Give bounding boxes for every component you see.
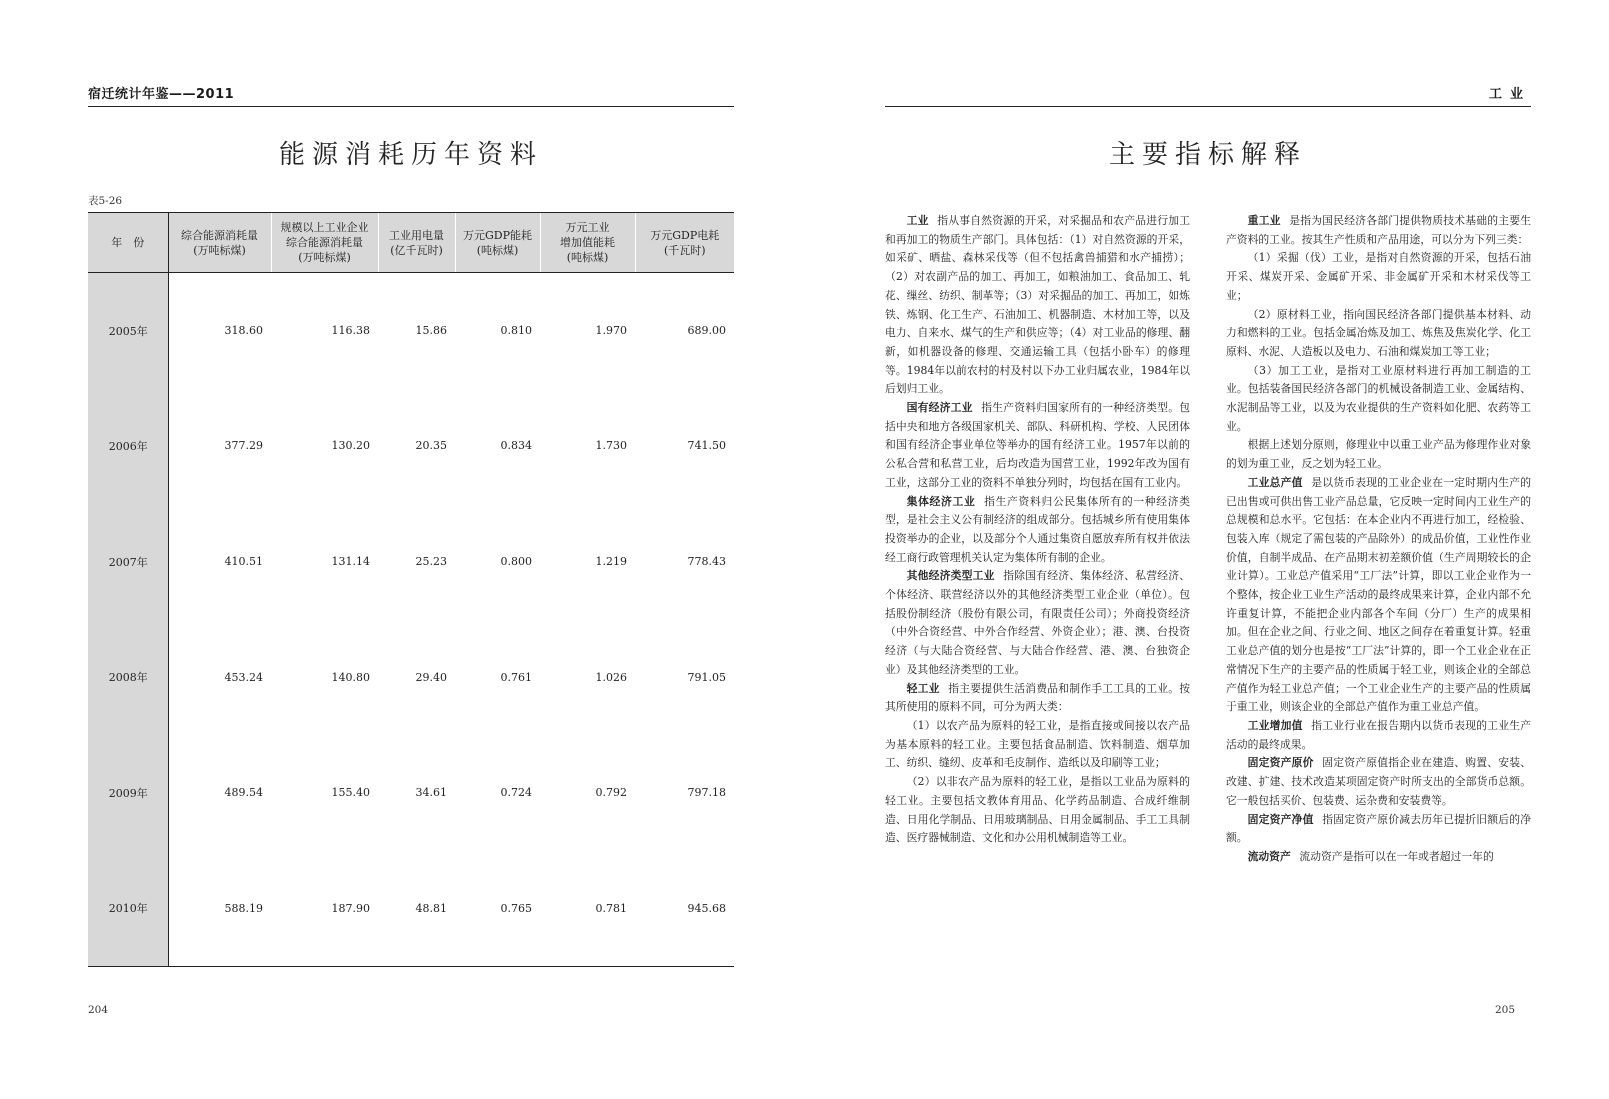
column-header-line: 综合能源消耗量 xyxy=(286,236,363,249)
definition-paragraph xyxy=(1226,362,1531,437)
column-header-line: 规模以上工业企业 xyxy=(280,221,369,234)
table-row xyxy=(88,504,734,620)
value-cell: 29.40 xyxy=(415,670,447,684)
year-cell: 2007年 xyxy=(88,504,168,620)
right-page xyxy=(805,0,1609,1099)
definition-text: 是以货币表现的工业企业在一定时期内生产的已出售或可供出售工业产品总量，它反映一定时间内工业生产的总规模和总水平。它包括：在本企业内不再进行加工，经检验、包装入库（规定了需包装的产品除外）的成品价值，工业性作业价值，自制半成品、在产品期末初差额价值（生产周期较长的企业计算）。工业总产值采用“工厂法”计算，即以工业企业作为一个整体，按企业工业生产活动的最终成果来计算，企业内部不允许重复计算，不能把企业内部各个车间（分厂）生产的成果相加。但在企业之间、行业之间、地区之间存在着重复计算。轻重工业总产值的划分也是按“工厂法”计算的，即一个工业企业在正常情况下生产的主要产品的性质属于轻工业，则该企业的全部总产值作为轻工业总产值；一个工业企业生产的主要产品的性质属于重工业，则该企业的全部总产值作为重工业总产值。 xyxy=(1226,475,1532,714)
column-header-line: 万元GDP电耗 xyxy=(650,228,720,242)
value-cell: 0.792 xyxy=(595,786,627,800)
value-cell: 453.24 xyxy=(224,670,263,684)
definition-term: 工业总产值 xyxy=(1247,475,1303,489)
definition-term: 重工业 xyxy=(1247,214,1281,227)
value-cell: 0.765 xyxy=(455,851,540,967)
value-cell: 689.00 xyxy=(687,324,726,338)
definition-text: 指工业行业在报告期内以货币表现的工业生产活动的最终成果。 xyxy=(1226,718,1532,751)
definition-paragraph xyxy=(1226,436,1531,473)
running-head-left xyxy=(88,84,734,107)
value-cell: 791.05 xyxy=(687,670,726,684)
column-header-line: (亿千瓦时) xyxy=(390,243,443,257)
value-cell: 130.20 xyxy=(331,439,370,453)
column-header xyxy=(378,213,455,273)
value-cell: 155.40 xyxy=(331,786,370,800)
value-cell: 588.19 xyxy=(168,851,271,967)
definition-paragraph xyxy=(1226,848,1531,867)
table-row xyxy=(88,273,734,389)
column-header-line: (千瓦时) xyxy=(663,243,706,257)
table-code: 表5-26 xyxy=(88,195,123,207)
value-cell: 0.724 xyxy=(500,786,532,800)
table-row xyxy=(88,735,734,851)
value-cell: 20.35 xyxy=(415,439,447,453)
definition-text: 指主要提供生活消费品和制作手工工具的工业。按其所使用的原料不同，可分为两大类： xyxy=(885,681,1190,714)
value-cell: 778.43 xyxy=(687,555,726,569)
definition-text: 指除国有经济、集体经济、私营经济、个体经济、联营经济以外的其他经济类型工业企业（单位）。包括股份制经济（股份有限公司，有限责任公司）；外商投资经济（中外合资经营、中外合作经营、外资企业）；港、澳、台投资经济（与大陆合资经营、与大陆合作经营、港、澳、台独资企业）及其他经济类型的工业。 xyxy=(885,569,1191,676)
definition-paragraph xyxy=(885,567,1190,679)
definition-paragraph xyxy=(1226,474,1531,717)
definition-paragraph xyxy=(1226,249,1531,305)
value-cell: 1.026 xyxy=(595,670,627,684)
definition-text: 固定资产原值指企业在建造、购置、安装、改建、扩建、技术改造某项固定资产时所支出的全部货币总额。它一般包括买价、包装费、运杂费和安装费等。 xyxy=(1226,756,1532,807)
value-cell: 48.81 xyxy=(378,851,455,967)
value-cell: 0.834 xyxy=(500,439,532,453)
value-cell: 797.18 xyxy=(687,786,726,800)
definitions-text xyxy=(885,212,1531,972)
definition-paragraph xyxy=(885,212,1190,399)
value-cell: 741.50 xyxy=(687,439,726,453)
definition-term: 轻工业 xyxy=(906,681,940,695)
page-number-right: 205 xyxy=(1495,1004,1516,1016)
definition-term: 固定资产净值 xyxy=(1247,812,1314,826)
table-row xyxy=(88,619,734,735)
column-header-line: (吨标煤) xyxy=(566,251,609,264)
table-header-row xyxy=(88,213,734,273)
definition-paragraph xyxy=(1226,811,1531,848)
text-column-right xyxy=(1226,212,1531,972)
value-cell: 0.761 xyxy=(500,670,532,684)
column-header xyxy=(635,213,734,273)
value-cell: 25.23 xyxy=(415,555,447,569)
value-cell: 318.60 xyxy=(224,324,263,338)
definition-text: 根据上述划分原则，修理业中以重工业产品为修理作业对象的划为重工业，反之划为轻工业。 xyxy=(1226,438,1531,471)
text-column-left xyxy=(885,212,1190,972)
year-cell: 2010年 xyxy=(88,851,168,967)
column-header xyxy=(168,213,271,273)
definition-term: 固定资产原价 xyxy=(1247,756,1314,770)
definition-text: （2）原材料工业，指向国民经济各部门提供基本材料、动力和燃料的工业。包括金属冶炼及加工、炼焦及焦炭化学、化工原料、水泥、人造板以及电力、石油和煤炭加工等工业； xyxy=(1226,307,1531,358)
definition-term: 工业增加值 xyxy=(1247,718,1303,732)
definition-text: （3）加工工业，是指对工业原材料进行再加工制造的工业。包括装备国民经济各部门的机械设备制造工业、金属结构、水泥制品等工业，以及为农业提供的生产资料如化肥、农药等工业。 xyxy=(1226,363,1531,433)
column-header xyxy=(455,213,540,273)
definition-text: （1）以农产品为原料的轻工业，是指直接或间接以农产品为基本原料的轻工业。主要包括食品制造、饮料制造、烟草加工、纺织、缝纫、皮革和毛皮制作、造纸以及印刷等工业； xyxy=(885,718,1190,770)
column-header-line: (万吨标煤) xyxy=(298,251,351,264)
table-title: 能源消耗历年资料 xyxy=(278,140,543,170)
table-row xyxy=(88,388,734,504)
definition-term: 工业 xyxy=(906,214,929,227)
value-cell: 140.80 xyxy=(331,670,370,684)
table-body xyxy=(88,273,734,967)
definition-text: （1）采掘（伐）工业，是指对自然资源的开采，包括石油开采、煤炭开采、金属矿开采、非金属矿开采和木材采伐等工业； xyxy=(1226,251,1531,302)
column-header-line: 年 份 xyxy=(111,236,145,249)
value-cell: 945.68 xyxy=(635,851,734,967)
definition-text: 指从事自然资源的开采，对采掘品和农产品进行加工和再加工的物质生产部门。具体包括：（1）对自然资源的开采，如采矿、晒盐、森林采伐等（但不包括禽兽捕猎和水产捕捞）；（2）对农副产品的加工、再加工，如粮油加工、食品加工、轧花、缫丝、纺织、制革等；（3）对采掘品的加工、再加工，如炼铁、炼钢、化工生产、石油加工、机器制造、木材加工等，以及电力、自来水、煤气的生产和供应等；（4）对工业品的修理、翻新，如机器设备的修理、交通运输工具（包括小卧车）的修理等。1984年以前农村的村及村以下办工业归属农业，1984年以后划归工业。 xyxy=(885,214,1190,396)
column-header xyxy=(540,213,635,273)
column-header-line: 万元GDP能耗 xyxy=(462,228,532,242)
column-header xyxy=(88,213,168,273)
value-cell: 1.730 xyxy=(595,439,627,453)
definition-paragraph xyxy=(1226,754,1531,810)
definition-text: 指生产资料归公民集体所有的一种经济类型，是社会主义公有制经济的组成部分。包括城乡所有使用集体投资举办的企业，以及部分个人通过集资自愿放弃所有权并依法经工商行政管理机关认定为集体所有制的企业。 xyxy=(885,494,1191,564)
value-cell: 15.86 xyxy=(415,324,447,338)
value-cell: 34.61 xyxy=(415,786,447,800)
definition-paragraph xyxy=(1226,306,1531,362)
column-header-line: (吨标煤) xyxy=(476,243,519,257)
definition-paragraph xyxy=(885,717,1190,773)
definition-term: 流动资产 xyxy=(1247,849,1291,863)
column-header-line: 工业用电量 xyxy=(389,228,444,242)
value-cell: 0.800 xyxy=(500,555,532,569)
definition-term: 集体经济工业 xyxy=(906,494,976,508)
section-title: 主要指标解释 xyxy=(1108,140,1307,170)
running-head-right xyxy=(885,84,1531,107)
column-header-line: 综合能源消耗量 xyxy=(181,228,258,242)
value-cell: 1.970 xyxy=(595,324,627,338)
column-header xyxy=(271,213,378,273)
column-header-line: 万元工业 xyxy=(565,221,610,234)
value-cell: 377.29 xyxy=(224,439,263,453)
year-cell: 2009年 xyxy=(88,735,168,851)
table-row xyxy=(88,851,734,967)
value-cell: 116.38 xyxy=(331,324,370,338)
year-cell: 2006年 xyxy=(88,388,168,504)
column-header-line: 增加值能耗 xyxy=(560,236,615,249)
definition-text: 指生产资料归国家所有的一种经济类型。包括中央和地方各级国家机关、部队、科研机构、学校、人民团体和国有经济企事业单位等举办的国有经济工业。1957年以前的公私合营和私营工业，后均改造为国营工业，1992年改为国有工业，这部分工业的资料不单独分列时，均包括在国有工业内。 xyxy=(885,401,1191,489)
value-cell: 0.810 xyxy=(500,324,532,338)
value-cell: 187.90 xyxy=(271,851,378,967)
definition-term: 其他经济类型工业 xyxy=(906,569,995,583)
chapter-title: 工业 xyxy=(1488,87,1531,102)
value-cell: 1.219 xyxy=(595,555,627,569)
definition-paragraph xyxy=(885,680,1190,717)
value-cell: 410.51 xyxy=(224,555,263,569)
definition-text: 指固定资产原价减去历年已提折旧额后的净额。 xyxy=(1226,812,1532,845)
column-header-line: (万吨标煤) xyxy=(193,243,246,257)
definition-paragraph xyxy=(885,773,1190,848)
definition-text: （2）以非农产品为原料的轻工业，是指以工业品为原料的轻工业。主要包括文教体育用品、化学药品制造、合成纤维制造、日用化学制品、日用玻璃制品、日用金属制品、手工工具制造、医疗器械制造、文化和办公用机械制造等工业。 xyxy=(885,775,1190,845)
definition-term: 国有经济工业 xyxy=(906,401,973,415)
definition-paragraph xyxy=(885,399,1190,493)
definition-paragraph xyxy=(885,493,1190,568)
year-cell: 2005年 xyxy=(88,273,168,389)
yearbook-title: 宿迁统计年鉴——2011 xyxy=(88,87,235,102)
definition-text: 是指为国民经济各部门提供物质技术基础的主要生产资料的工业。按其生产性质和产品用途，可以分为下列三类： xyxy=(1226,214,1531,246)
value-cell: 131.14 xyxy=(331,555,370,569)
definition-paragraph xyxy=(1226,717,1531,754)
energy-consumption-table xyxy=(88,212,734,967)
value-cell: 489.54 xyxy=(224,786,263,800)
value-cell: 0.781 xyxy=(540,851,635,967)
definition-paragraph xyxy=(1226,212,1531,249)
year-cell: 2008年 xyxy=(88,619,168,735)
definition-text: 流动资产是指可以在一年或者超过一年的 xyxy=(1299,849,1494,863)
page-number-left: 204 xyxy=(88,1004,109,1016)
